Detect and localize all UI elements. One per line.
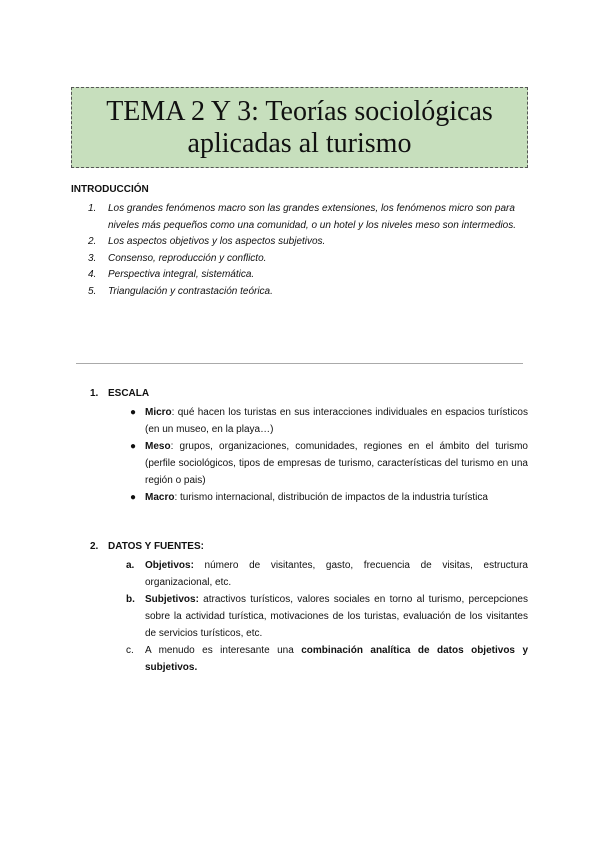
bullet-icon: ● <box>130 492 137 503</box>
intro-item: 5. Triangulación y contrastación teórica. <box>88 285 273 297</box>
datos-item: b. Subjetivos: atractivos turísticos, valores sociales en torno al turismo, percepciones sobre la actividad turística, motivaciones de los turistas, evaluación de los visitantes de servicios turísticos, etc. <box>126 594 528 639</box>
intro-heading: INTRODUCCIÓN <box>71 184 149 195</box>
section-escala <box>90 388 528 506</box>
intro-item: 3. Consenso, reproducción y conflicto. <box>88 252 267 264</box>
bullet-icon: ● <box>130 407 137 418</box>
escala-bullet-list <box>90 404 528 506</box>
title-line-2: aplicadas al turismo <box>187 128 412 159</box>
escala-bullet: ● Micro: qué hacen los turistas en sus interacciones individuales en espacios turísticos (en un museo, en la playa…) <box>90 404 528 438</box>
escala-bullet: ● Meso: grupos, organizaciones, comunidades, regiones en el ámbito del turismo (perfile sociológicos, tipos de empresas de turismo, características del turismo en una región o pais) <box>90 438 528 489</box>
section-datos <box>90 541 528 676</box>
datos-item: a. Objetivos: número de visitantes, gasto, frecuencia de visitas, estructura organizacional, etc. <box>126 560 528 588</box>
intro-item: 4. Perspectiva integral, sistemática. <box>88 269 255 280</box>
intro-list <box>88 201 528 300</box>
section-heading-escala: 1. ESCALA <box>90 388 150 399</box>
datos-item: c. A menudo es interesante una combinación analítica de datos objetivos y subjetivos. <box>126 645 529 673</box>
datos-list <box>90 557 528 676</box>
intro-item: 2. Los aspectos objetivos y los aspectos subjetivos. <box>88 236 326 247</box>
horizontal-divider <box>76 363 523 364</box>
bullet-icon: ● <box>130 441 137 452</box>
title-box <box>71 87 528 168</box>
intro-item: 1. Los grandes fenómenos macro son las grandes extensiones, los fenómenos micro son para niveles más pequeños como una comunidad, o un hotel y los niveles meso son intermedios. <box>88 203 517 231</box>
escala-bullet: ● Macro: turismo internacional, distribución de impactos de la industria turística <box>90 489 528 506</box>
title-line-1: TEMA 2 Y 3: Teorías sociológicas <box>106 96 493 127</box>
section-heading-datos: 2. DATOS Y FUENTES: <box>90 541 204 552</box>
